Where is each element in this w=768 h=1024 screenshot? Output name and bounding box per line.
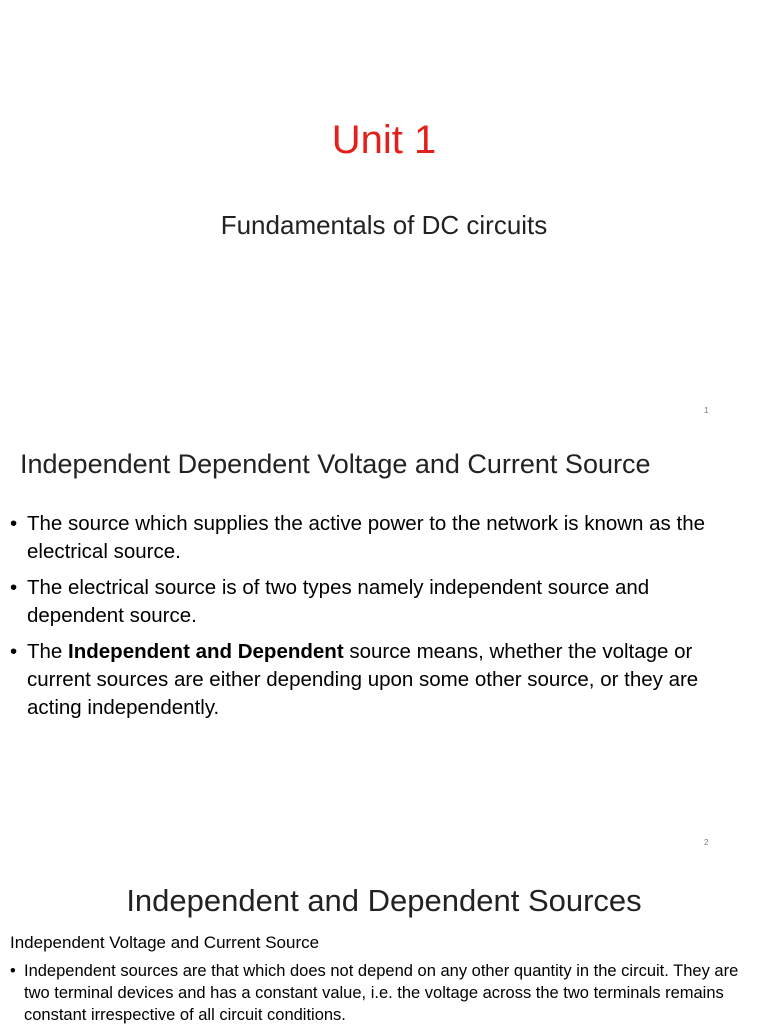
bullet-text: The electrical source is of two types namely independent source and dependent source. xyxy=(27,576,650,627)
list-item xyxy=(10,510,740,566)
bullet-list xyxy=(10,960,754,1024)
bullet-text: Independent sources are that which does not depend on any other quantity in the circuit. They are two terminal devices and has a constant value, i.e. the voltage across the two terminals remains constant irrespective of all circuit conditions. xyxy=(24,962,739,1024)
bullet-text-prefix: The xyxy=(27,640,69,663)
slide-heading: Independent Dependent Voltage and Current Source xyxy=(20,449,651,479)
page-number: 2 xyxy=(704,838,709,847)
bullet-glyph: • xyxy=(10,962,16,980)
slide-subheading: Independent Voltage and Current Source xyxy=(10,933,320,952)
slide-subtitle: Fundamentals of DC circuits xyxy=(220,210,548,240)
slide-2 xyxy=(0,432,768,864)
bullet-text-suffix: source means, whether the voltage or current sources are either depending upon some other source, or they are acting independently. xyxy=(27,640,699,719)
slide-3 xyxy=(0,864,768,1024)
bullet-text: The source which supplies the active power to the network is known as the electrical source. xyxy=(27,512,705,563)
list-item xyxy=(10,960,754,1024)
slide-1 xyxy=(0,0,768,432)
slide-heading: Independent and Dependent Sources xyxy=(126,883,642,918)
list-item xyxy=(10,574,740,630)
bullet-glyph: • xyxy=(10,576,18,599)
list-item xyxy=(10,638,740,722)
bullet-glyph: • xyxy=(10,512,18,535)
bullet-list xyxy=(10,510,740,730)
page-number: 1 xyxy=(704,406,709,415)
bullet-text-bold: Independent and Dependent xyxy=(68,640,344,663)
bullet-glyph: • xyxy=(10,640,18,663)
slide-title: Unit 1 xyxy=(331,118,437,162)
